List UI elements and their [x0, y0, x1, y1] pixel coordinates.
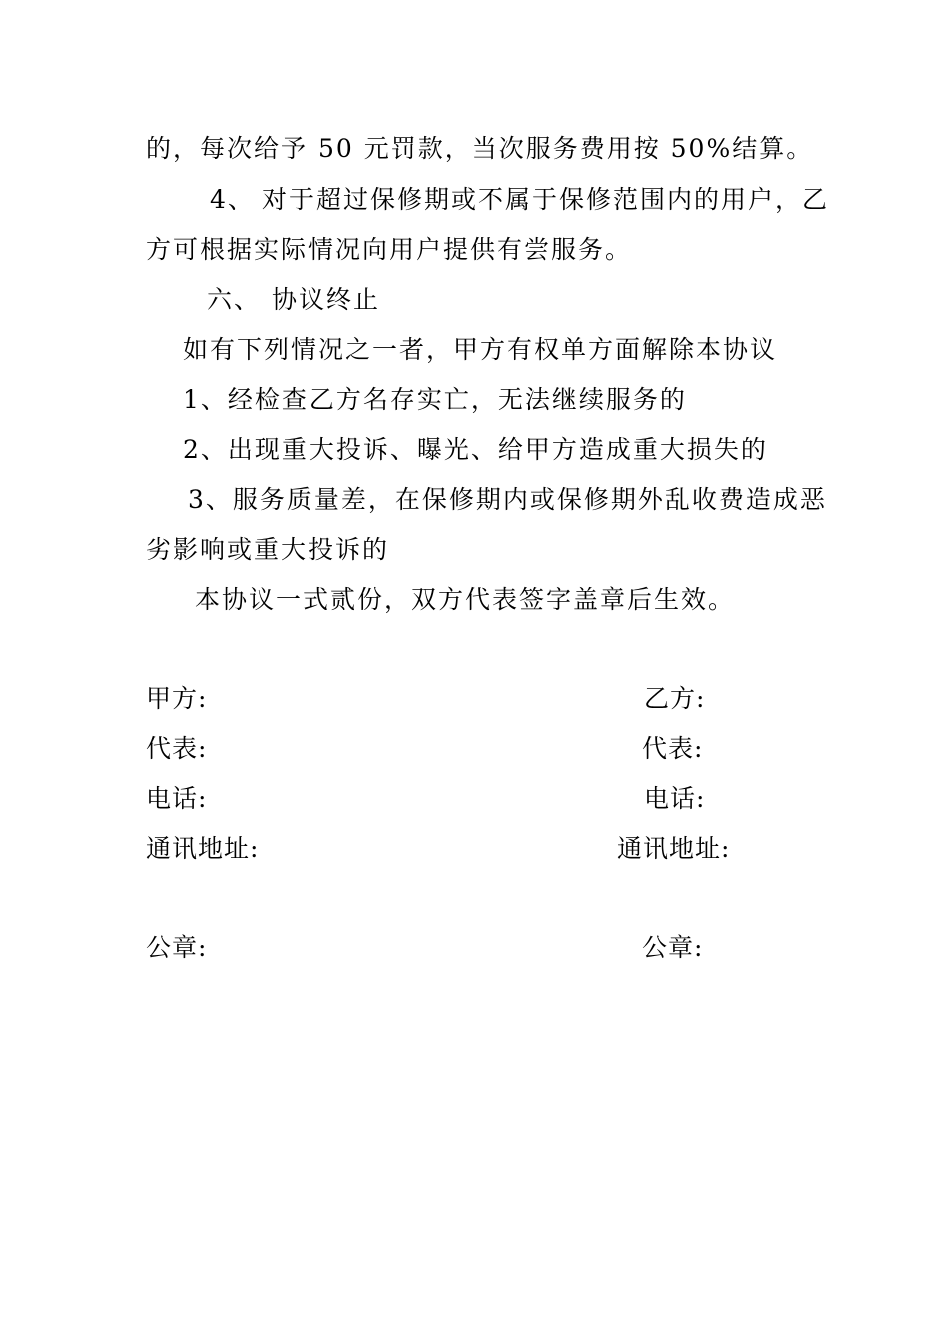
paragraph-line: 劣影响或重大投诉的 [146, 535, 390, 564]
party-a-rep-label: 代表: [146, 734, 208, 763]
party-b-phone-label: 电话: [644, 784, 706, 813]
party-b-address-label: 通讯地址: [617, 834, 731, 863]
paragraph-line: 的，每次给予 50 元罚款，当次服务费用按 50%结算。 [146, 134, 814, 163]
paragraph-line: 本协议一式贰份，双方代表签字盖章后生效。 [195, 585, 736, 614]
list-item: 3、服务质量差，在保修期内或保修期外乱收费造成恶 [188, 485, 827, 514]
party-a-phone-label: 电话: [146, 784, 208, 813]
party-b-rep-label: 代表: [642, 734, 704, 763]
section-title: 协议终止 [272, 285, 381, 314]
party-b-label: 乙方: [644, 684, 706, 713]
party-b-seal-label: 公章: [642, 933, 704, 962]
paragraph-line: 对于超过保修期或不属于保修范围内的用户，乙 [262, 185, 830, 214]
party-a-address-label: 通讯地址: [146, 834, 260, 863]
paragraph-line: 方可根据实际情况向用户提供有尝服务。 [146, 235, 633, 264]
party-a-seal-label: 公章: [146, 933, 208, 962]
list-item: 2、出现重大投诉、曝光、给甲方造成重大损失的 [183, 435, 768, 464]
item-number: 4、 [210, 185, 255, 214]
party-a-label: 甲方: [146, 684, 208, 713]
list-item: 1、经检查乙方名存实亡，无法继续服务的 [183, 385, 687, 414]
section-number: 六、 [207, 285, 262, 314]
paragraph-line: 如有下列情况之一者，甲方有权单方面解除本协议 [183, 335, 778, 364]
